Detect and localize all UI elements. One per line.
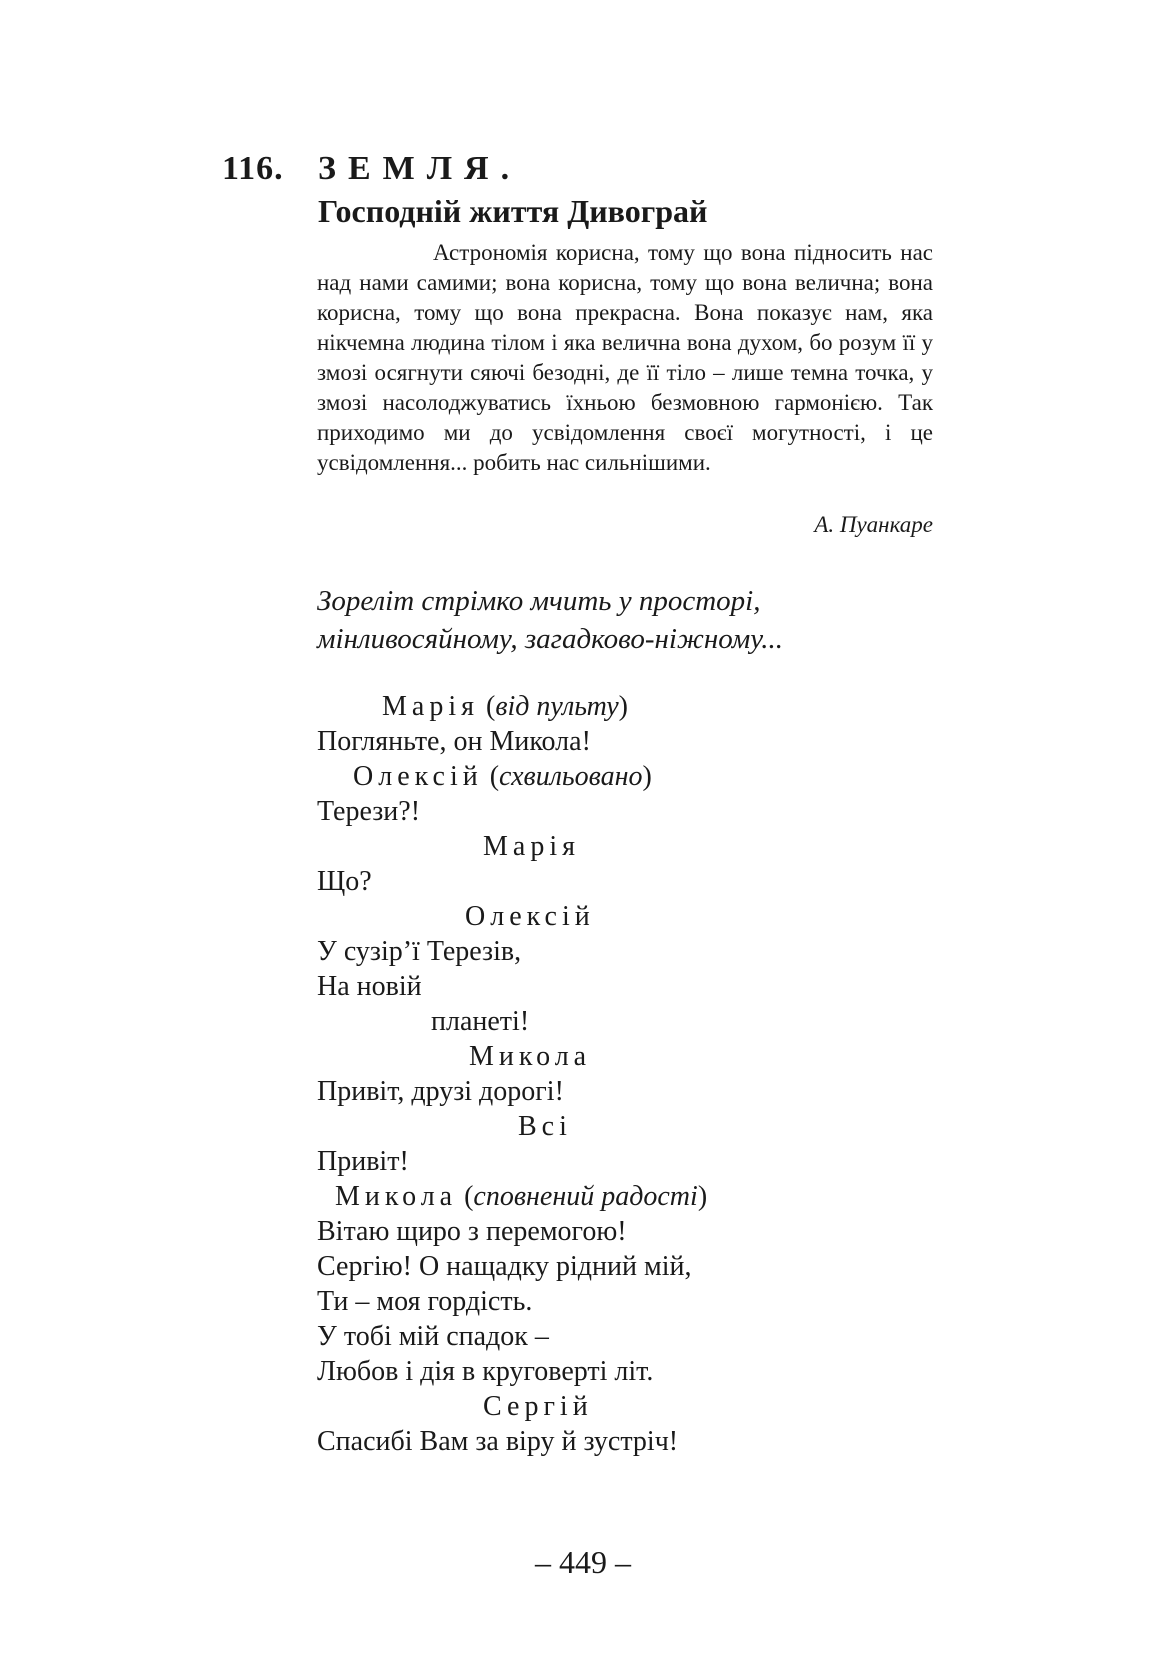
- speaker-line: [483, 830, 580, 864]
- stage-direction: схвильовано: [499, 761, 643, 792]
- epigraph-author: А. Пуанкаре: [814, 512, 933, 537]
- stage-direction: сповнений радості: [473, 1181, 698, 1212]
- dialogue-line: Любов і дія в круговерті літ.: [317, 1356, 654, 1387]
- chapter-subtitle: Господній життя Дивограй: [318, 193, 708, 229]
- dialogue-line: Привіт, друзі дорогі!: [317, 1076, 564, 1107]
- speaker-name: Микола: [469, 1041, 592, 1072]
- speaker-name: Микола: [335, 1181, 458, 1212]
- speaker-name: Олексій: [465, 901, 595, 932]
- speaker-line: Марія (від пульту): [382, 691, 628, 722]
- dialogue-line: Ти – моя гордість.: [317, 1286, 533, 1317]
- speaker-line: [483, 1390, 593, 1424]
- chapter-title: ЗЕМЛЯ.: [318, 150, 522, 187]
- dialogue-line: На новій: [317, 971, 422, 1002]
- speaker-line: [469, 1040, 591, 1074]
- dialogue-line: Сергію! О нащадку рідний мій,: [317, 1251, 692, 1282]
- dialogue-line: У тобі мій спадок –: [317, 1321, 549, 1352]
- chapter-number: 116.: [222, 150, 284, 187]
- dialogue-line: Терези?!: [317, 796, 421, 827]
- intro-stanza: [317, 582, 783, 658]
- dialogue-line: Привіт!: [317, 1146, 409, 1177]
- speaker-line: Олексій (схвильовано): [353, 761, 652, 792]
- speaker-line: [465, 900, 595, 934]
- dialogue-line: Що?: [317, 866, 372, 897]
- dialogue-line: Вітаю щиро з перемогою!: [317, 1216, 627, 1247]
- stage-direction: від пульту: [495, 691, 619, 722]
- speaker-name: Всі: [518, 1111, 572, 1142]
- speaker-name: Марія: [483, 831, 580, 862]
- epigraph: [317, 238, 933, 478]
- intro-line: мінливосяйному, загадково-ніжному...: [317, 623, 783, 655]
- dialogue-line: Спасибі Вам за віру й зустріч!: [317, 1426, 679, 1457]
- dialogue-line: Погляньте, он Микола!: [317, 726, 591, 757]
- dialogue-line: У сузір’ї Терезів,: [317, 936, 522, 967]
- intro-line: Зореліт стрімко мчить у просторі,: [317, 585, 761, 617]
- speaker-name: Марія: [382, 691, 479, 722]
- speaker-line: Микола (сповнений радості): [335, 1181, 708, 1212]
- speaker-line: [518, 1110, 572, 1144]
- page-number: – 449 –: [535, 1544, 631, 1580]
- speaker-name: Сергій: [483, 1391, 593, 1422]
- speaker-name: Олексій: [353, 761, 483, 792]
- epigraph-text: Астрономія корисна, тому що вона підносить нас над нами самими; вона корисна, тому що вона велична; вона корисна, тому що вона прекрасна. Вона показує нам, яка нікчемна людина тілом і яка велична вона духом, бо розум її у змозі осягнути сяючі безодні, де її тіло – лише темна точка, у змозі насолоджуватись їхньою безмовною гармонією. Так приходимо ми до усвідомлення своєї могутності, і це усвідомлення... робить нас сильнішими.: [317, 240, 933, 475]
- dialogue-line: планеті!: [431, 1006, 530, 1037]
